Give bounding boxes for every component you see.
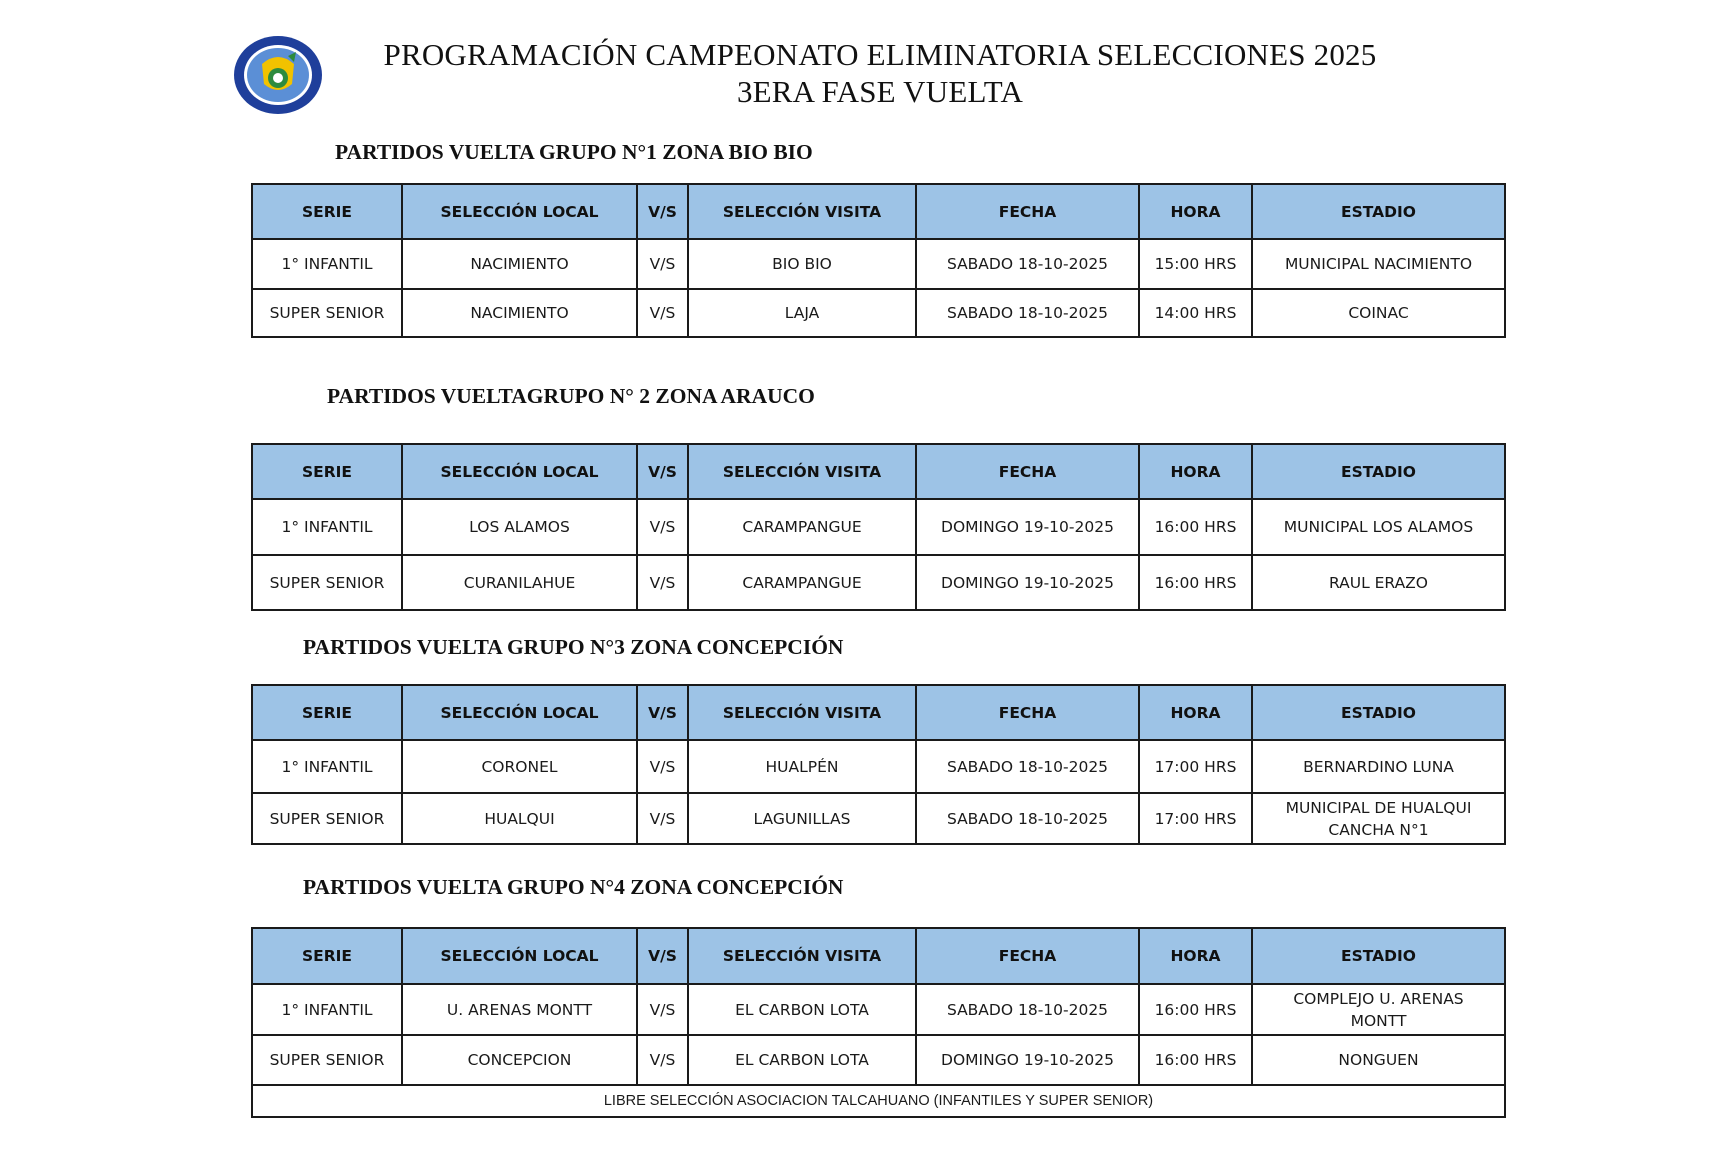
cell-serie: 1° INFANTIL <box>252 499 402 555</box>
cell-serie: 1° INFANTIL <box>252 984 402 1035</box>
cell-local: HUALQUI <box>402 793 637 844</box>
group-2-heading: PARTIDOS VUELTAGRUPO N° 2 ZONA ARAUCO <box>327 384 815 408</box>
table-row <box>252 984 1505 1035</box>
col-header: SELECCIÓN LOCAL <box>402 444 637 499</box>
cell-fecha: DOMINGO 19-10-2025 <box>916 1035 1139 1085</box>
table-row <box>252 499 1505 555</box>
cell-fecha: SABADO 18-10-2025 <box>916 984 1139 1035</box>
table-row <box>252 239 1505 289</box>
col-header: ESTADIO <box>1252 444 1505 499</box>
footer-note-row <box>252 1085 1505 1117</box>
col-header: SERIE <box>252 685 402 740</box>
cell-serie: 1° INFANTIL <box>252 239 402 289</box>
cell-visita: EL CARBON LOTA <box>688 1035 916 1085</box>
col-header: HORA <box>1139 928 1252 984</box>
cell-local: LOS ALAMOS <box>402 499 637 555</box>
cell-estadio: RAUL ERAZO <box>1252 555 1505 610</box>
cell-fecha: SABADO 18-10-2025 <box>916 289 1139 337</box>
table-header-row <box>252 184 1505 239</box>
cell-estadio: MUNICIPAL LOS ALAMOS <box>1252 499 1505 555</box>
cell-vs: V/S <box>637 555 688 610</box>
cell-serie: SUPER SENIOR <box>252 289 402 337</box>
col-header: V/S <box>637 685 688 740</box>
col-header: ESTADIO <box>1252 184 1505 239</box>
col-header: SELECCIÓN LOCAL <box>402 928 637 984</box>
cell-hora: 17:00 HRS <box>1139 793 1252 844</box>
table-row <box>252 555 1505 610</box>
table-header-row <box>252 444 1505 499</box>
col-header: FECHA <box>916 184 1139 239</box>
cell-fecha: SABADO 18-10-2025 <box>916 740 1139 793</box>
cell-hora: 16:00 HRS <box>1139 984 1252 1035</box>
col-header: V/S <box>637 928 688 984</box>
cell-vs: V/S <box>637 499 688 555</box>
cell-estadio: MUNICIPAL DE HUALQUI CANCHA N°1 <box>1252 793 1505 844</box>
cell-hora: 16:00 HRS <box>1139 1035 1252 1085</box>
cell-fecha: SABADO 18-10-2025 <box>916 239 1139 289</box>
cell-hora: 15:00 HRS <box>1139 239 1252 289</box>
cell-estadio: COMPLEJO U. ARENAS MONTT <box>1252 984 1505 1035</box>
col-header: V/S <box>637 184 688 239</box>
col-header: V/S <box>637 444 688 499</box>
col-header: FECHA <box>916 685 1139 740</box>
group-3-heading: PARTIDOS VUELTA GRUPO N°3 ZONA CONCEPCIÓN <box>303 635 844 659</box>
table-header-row <box>252 685 1505 740</box>
table-row <box>252 289 1505 337</box>
cell-vs: V/S <box>637 984 688 1035</box>
col-header: ESTADIO <box>1252 928 1505 984</box>
title-line-2: 3ERA FASE VUELTA <box>736 74 1024 109</box>
col-header: SELECCIÓN LOCAL <box>402 184 637 239</box>
cell-hora: 17:00 HRS <box>1139 740 1252 793</box>
cell-hora: 16:00 HRS <box>1139 555 1252 610</box>
table-row <box>252 793 1505 844</box>
group-2-table <box>251 443 1506 611</box>
col-header: SELECCIÓN VISITA <box>688 928 916 984</box>
cell-local: CONCEPCION <box>402 1035 637 1085</box>
group-1-heading: PARTIDOS VUELTA GRUPO N°1 ZONA BIO BIO <box>335 140 813 164</box>
col-header: FECHA <box>916 928 1139 984</box>
cell-estadio: COINAC <box>1252 289 1505 337</box>
cell-local: NACIMIENTO <box>402 289 637 337</box>
col-header: SELECCIÓN VISITA <box>688 685 916 740</box>
cell-fecha: DOMINGO 19-10-2025 <box>916 499 1139 555</box>
cell-hora: 16:00 HRS <box>1139 499 1252 555</box>
cell-vs: V/S <box>637 740 688 793</box>
cell-fecha: DOMINGO 19-10-2025 <box>916 555 1139 610</box>
cell-serie: 1° INFANTIL <box>252 740 402 793</box>
table-header-row <box>252 928 1505 984</box>
cell-vs: V/S <box>637 1035 688 1085</box>
cell-local: U. ARENAS MONTT <box>402 984 637 1035</box>
cell-vs: V/S <box>637 289 688 337</box>
col-header: SELECCIÓN VISITA <box>688 184 916 239</box>
cell-visita: HUALPÉN <box>688 740 916 793</box>
col-header: SELECCIÓN VISITA <box>688 444 916 499</box>
table-row <box>252 1035 1505 1085</box>
page-title <box>300 36 1460 110</box>
col-header: SELECCIÓN LOCAL <box>402 685 637 740</box>
col-header: SERIE <box>252 444 402 499</box>
col-header: HORA <box>1139 685 1252 740</box>
col-header: HORA <box>1139 444 1252 499</box>
group-4-heading: PARTIDOS VUELTA GRUPO N°4 ZONA CONCEPCIÓN <box>303 875 844 899</box>
col-header: HORA <box>1139 184 1252 239</box>
group-4-table <box>251 927 1506 1118</box>
cell-serie: SUPER SENIOR <box>252 793 402 844</box>
cell-visita: CARAMPANGUE <box>688 499 916 555</box>
col-header: SERIE <box>252 928 402 984</box>
cell-fecha: SABADO 18-10-2025 <box>916 793 1139 844</box>
cell-visita: LAJA <box>688 289 916 337</box>
table-row <box>252 740 1505 793</box>
cell-serie: SUPER SENIOR <box>252 1035 402 1085</box>
cell-visita: BIO BIO <box>688 239 916 289</box>
cell-visita: LAGUNILLAS <box>688 793 916 844</box>
group-1-table <box>251 183 1506 338</box>
cell-estadio: NONGUEN <box>1252 1035 1505 1085</box>
cell-hora: 14:00 HRS <box>1139 289 1252 337</box>
cell-serie: SUPER SENIOR <box>252 555 402 610</box>
cell-visita: EL CARBON LOTA <box>688 984 916 1035</box>
group-3-table <box>251 684 1506 845</box>
cell-estadio: BERNARDINO LUNA <box>1252 740 1505 793</box>
cell-vs: V/S <box>637 793 688 844</box>
col-header: FECHA <box>916 444 1139 499</box>
cell-estadio: MUNICIPAL NACIMIENTO <box>1252 239 1505 289</box>
title-line-1: PROGRAMACIÓN CAMPEONATO ELIMINATORIA SELECCIONES 2025 <box>383 37 1377 72</box>
col-header: ESTADIO <box>1252 685 1505 740</box>
cell-visita: CARAMPANGUE <box>688 555 916 610</box>
col-header: SERIE <box>252 184 402 239</box>
cell-local: NACIMIENTO <box>402 239 637 289</box>
cell-local: CORONEL <box>402 740 637 793</box>
footer-note: LIBRE SELECCIÓN ASOCIACION TALCAHUANO (INFANTILES Y SUPER SENIOR) <box>252 1085 1505 1117</box>
cell-local: CURANILAHUE <box>402 555 637 610</box>
cell-vs: V/S <box>637 239 688 289</box>
